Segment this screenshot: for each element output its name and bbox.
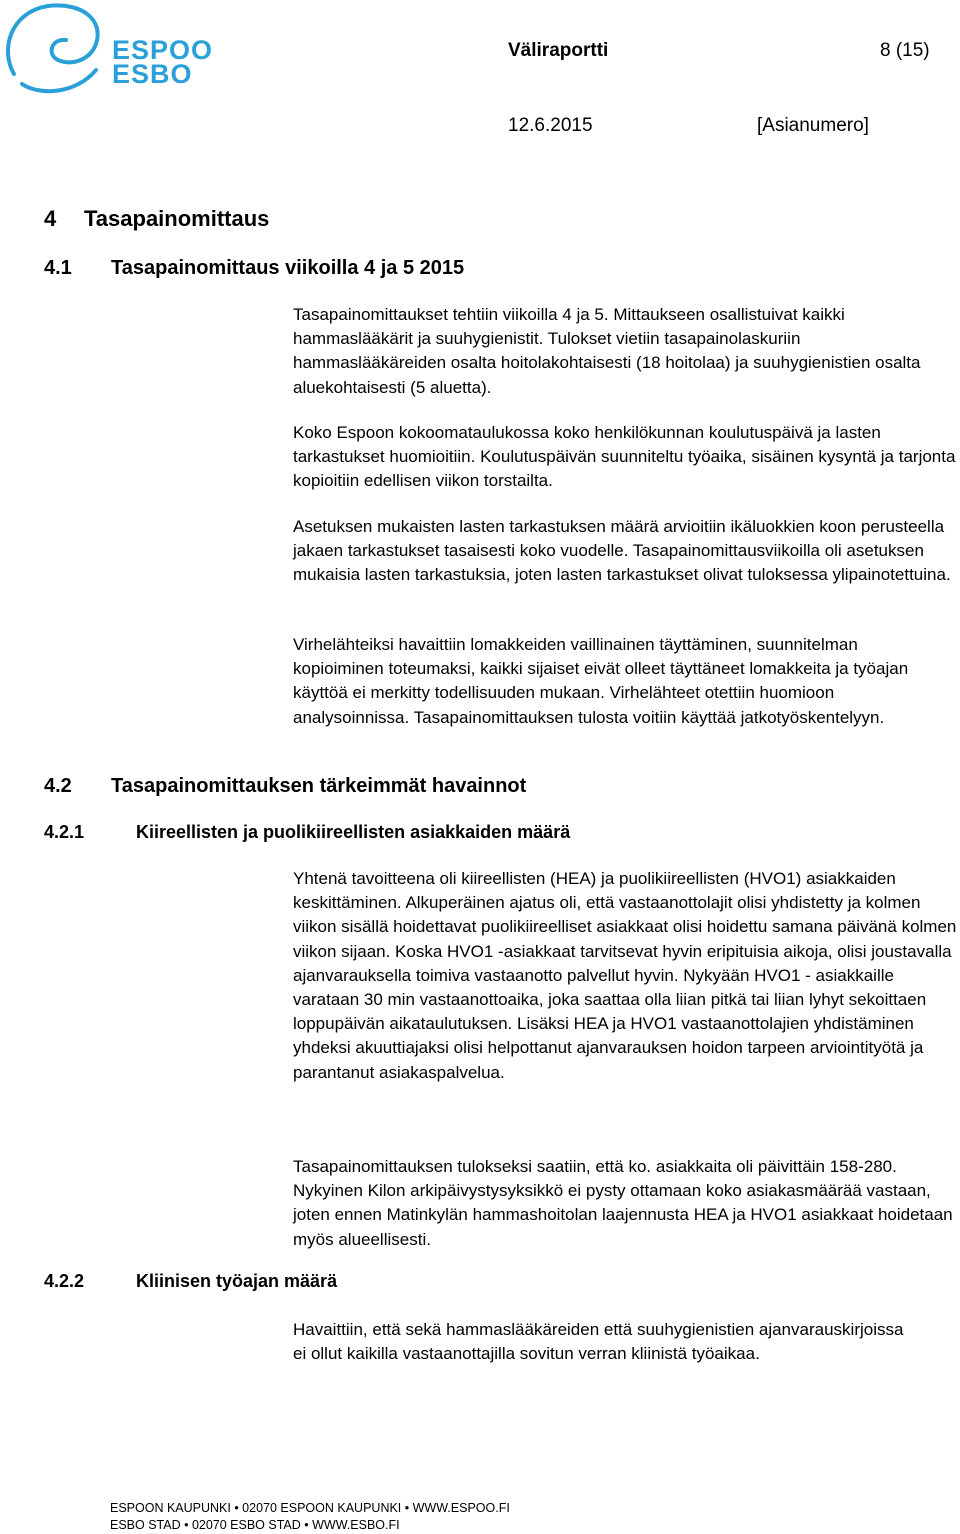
heading-section-4-2 bbox=[44, 775, 526, 798]
heading-number: 4 bbox=[44, 206, 57, 231]
heading-section-4-1 bbox=[44, 257, 464, 280]
paragraph: Yhtenä tavoitteena oli kiireellisten (HEA) ja puolikiireellisten (HVO1) asiakkaiden keskittäminen. Alkuperäinen ajatus oli, että vastaanottolajit olisi yhdistetty ja kolmen viikon sisällä hoidettavat puolikiireelliset asiakkaat olisi hoidettu samana päivänä kolmen viikon sijaan. Koska HVO1 -asiakkaat tarvitsevat hyvin eripituisia aikoja, olisi joustavalla ajanvarauksella toimiva vastaanotto palvellut hyvin. Nykyään HVO1 - asiakkaille varataan 30 min vastaanottoaika, joka saattaa olla liian pitkä tai liian lyhyt sekoittaen loppupäivän aikataulutuksen. Lisäksi HEA ja HVO1 vastaanottolajien yhdistäminen yhdeksi akuuttiajaksi olisi helpottanut ajanvarauksen hoidon tarpeen arviointityötä ja parantanut asiakaspalvelua. bbox=[293, 869, 957, 1082]
paragraph: Asetuksen mukaisten lasten tarkastuksen määrä arvioitiin ikäluokkien koon perusteella jakaen tarkastukset tasaisesti koko vuodelle. Tasapainomittausviikoilla oli asetuksen mukaisia lasten tarkastuksia, joten lasten tarkastukset olivat tuloksessa ylipainotettuina. bbox=[293, 517, 951, 585]
paragraph: Koko Espoon kokoomataulukossa koko henkilökunnan koulutuspäivä ja lasten tarkastukset huomioitiin. Koulutuspäivän suunniteltu työaika, sisäinen kysyntä ja tarjonta kopioitiin edellisen viikon torstailta. bbox=[293, 423, 956, 491]
paragraph: Havaittiin, että sekä hammaslääkäreiden että suuhygienistien ajanvarauskirjoissa ei ollut kaikilla vastaanottajilla sovitun verran kliinistä työaikaa. bbox=[293, 1320, 904, 1364]
heading-number: 4.2.1 bbox=[44, 822, 85, 842]
heading-number: 4.2 bbox=[44, 775, 72, 797]
heading-number: 4.1 bbox=[44, 257, 72, 279]
footer-line-swedish: ESBO STAD • 02070 ESBO STAD • WWW.ESBO.FI bbox=[110, 1518, 400, 1532]
heading-text: Kliinisen työajan määrä bbox=[136, 1271, 338, 1291]
document-date: 12.6.2015 bbox=[508, 115, 593, 136]
logo-line-esbo: ESBO bbox=[112, 59, 193, 89]
paragraph: Virhelähteiksi havaittiin lomakkeiden vaillinainen täyttäminen, suunnitelman kopioiminen toteumaksi, kaikki sijaiset eivät olleet täyttäneet lomakkeita ja työajan käyttöä ei merkitty todellisuuden mukaan. Virhelähteet otettiin huomioon analysoinnissa. Tasapainomittauksen tulosta voitiin käyttää jatkotyöskentelyyn. bbox=[293, 635, 909, 727]
heading-text: Tasapainomittaus viikoilla 4 ja 5 2015 bbox=[111, 257, 465, 279]
footer bbox=[110, 1500, 510, 1534]
heading-section-4 bbox=[44, 206, 269, 232]
document-title: Väliraportti bbox=[508, 40, 609, 61]
case-number: [Asianumero] bbox=[757, 115, 869, 136]
logo-line-espoo: ESPOO bbox=[112, 35, 214, 65]
heading-text: Tasapainomittaus bbox=[84, 206, 270, 231]
espoo-logo-mark bbox=[0, 0, 110, 100]
heading-section-4-2-1 bbox=[44, 822, 570, 843]
heading-text: Kiireellisten ja puolikiireellisten asiakkaiden määrä bbox=[136, 822, 571, 842]
paragraph: Tasapainomittaukset tehtiin viikoilla 4 ja 5. Mittaukseen osallistuivat kaikki hammaslääkärit ja suuhygienistit. Tulokset vietiin tasapainolaskuriin hammaslääkäreiden osalta hoitolakohtaisesti (18 hoitolaa) ja suuhygienistien osalta aluekohtaisesti (5 aluetta). bbox=[293, 305, 921, 397]
page-number: 8 (15) bbox=[880, 40, 930, 61]
heading-text: Tasapainomittauksen tärkeimmät havainnot bbox=[111, 775, 527, 797]
footer-line-finnish: ESPOON KAUPUNKI • 02070 ESPOON KAUPUNKI • WWW.ESPOO.FI bbox=[110, 1501, 510, 1515]
espoo-logo bbox=[0, 0, 214, 100]
paragraph: Tasapainomittauksen tulokseksi saatiin, että ko. asiakkaita oli päivittäin 158-280. Nykyinen Kilon arkipäivystysyksikkö ei pysty ottamaan koko asiakasmäärää vastaan, joten ennen Matinkylän hammashoitolan laajennusta HEA ja HVO1 asiakkaat hoidetaan myös alueellisesti. bbox=[293, 1157, 953, 1249]
heading-section-4-2-2 bbox=[44, 1271, 337, 1292]
heading-number: 4.2.2 bbox=[44, 1271, 85, 1291]
